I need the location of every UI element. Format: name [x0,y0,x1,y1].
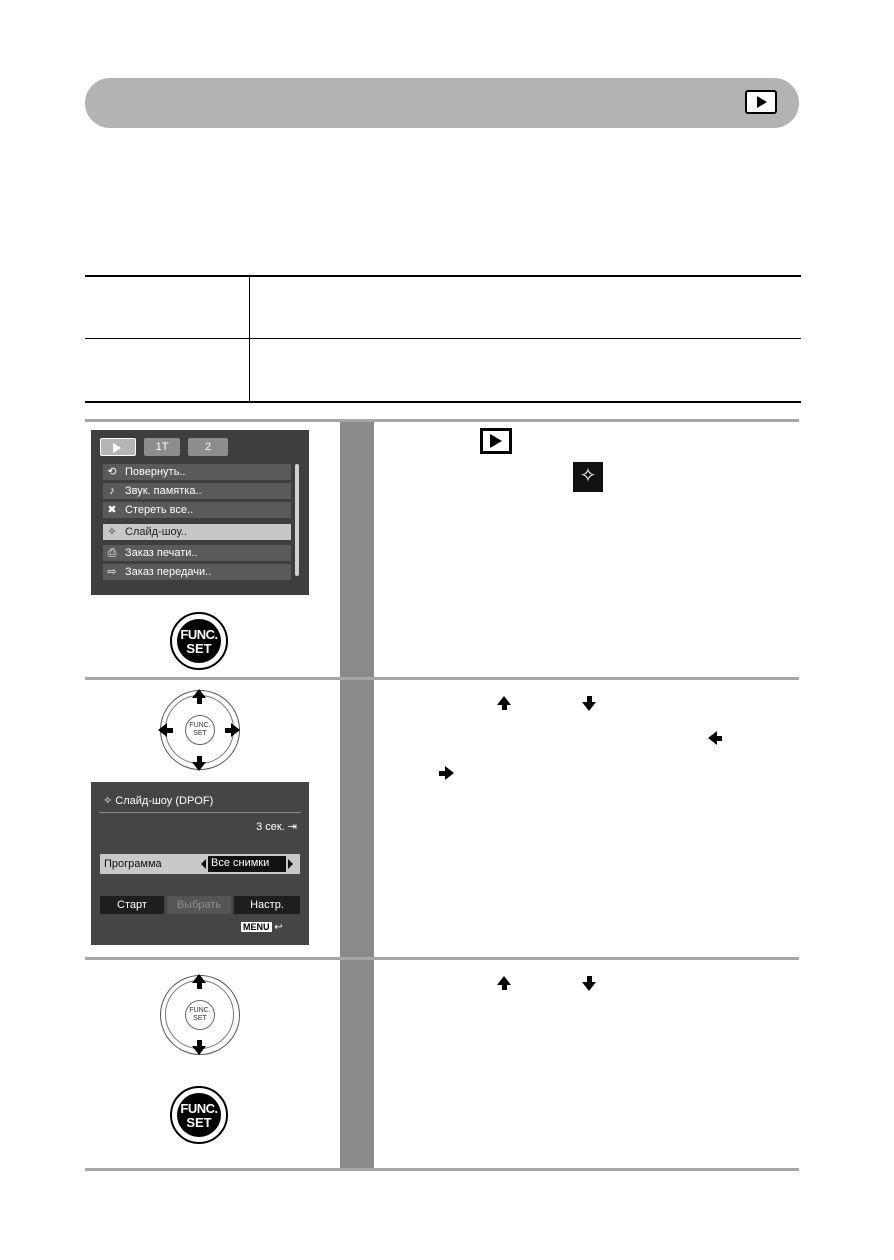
tab-settings: 1T [144,438,180,456]
start-button: Старт [100,896,164,914]
program-prev-icon [201,859,206,869]
down-arrow-icon [582,982,596,991]
playback-button-icon [480,428,512,454]
camera-menu-screen [91,430,309,595]
transfer-order-icon: ⇨ [107,566,117,578]
table-mid-rule [85,338,801,339]
menu-item-transfer-order: ⇨ Заказ передачи.. [103,564,291,580]
step-1-number-bar [340,422,374,677]
slideshow-icon: ✧ [103,795,116,807]
playback-mode-icon [745,90,777,114]
menu-item-print-order: ⎙ Заказ печати.. [103,545,291,561]
arrow-down-icon [192,762,206,771]
controller-center-button: FUNC. SET [185,715,215,745]
interval-value: 3 сек. ⇥ [256,821,297,833]
rotate-icon: ⟲ [107,466,117,478]
program-value: Все снимки [211,857,270,869]
menu-item-erase-all: ✖ Стереть все.. [103,502,291,518]
step-2-top-rule [85,677,799,680]
menu-back-hint [241,922,283,933]
tab-my-camera: 2 [188,438,228,456]
slideshow-icon: ✧ [107,526,117,538]
steps-bottom-rule [85,1168,799,1171]
menu-item-sound-memo: ♪ Звук. памятка.. [103,483,291,499]
section-header-bar [85,78,799,128]
arrow-down-icon [192,1046,206,1055]
menu-scrollbar [295,464,299,576]
program-label: Программа [104,858,162,870]
step-3-top-rule [85,957,799,960]
right-arrow-icon [445,766,454,780]
table-column-divider [249,277,250,401]
func-set-button-face: FUNC. SET [177,619,221,663]
step-2-number-bar [340,680,374,957]
arrow-right-icon [231,723,240,737]
table-bottom-rule [85,401,801,403]
slideshow-title: ✧ Слайд-шоу (DPOF) [103,795,214,807]
program-next-icon [288,859,293,869]
slideshow-settings-screen [91,782,309,945]
table-top-rule [85,275,801,277]
slideshow-icon: ✧ [573,462,603,492]
microphone-icon: ♪ [109,485,115,497]
print-order-icon: ⎙ [107,547,117,559]
func-set-button-face: FUNC. SET [177,1093,221,1137]
erase-icon: ✖ [107,504,117,516]
down-arrow-icon [582,702,596,711]
controller-center-button: FUNC. SET [185,1000,215,1030]
select-button: Выбрать [167,896,231,914]
tab-playback [100,438,136,456]
menu-badge: MENU [243,922,270,932]
step-3-number-bar [340,960,374,1168]
menu-item-slideshow: ✧ Слайд-шоу.. [103,524,291,540]
step-1-top-rule [85,419,799,422]
back-icon: ↩ [274,922,283,933]
play-icon [113,443,121,453]
func-set-button [170,612,228,670]
func-set-button [170,1086,228,1144]
settings-button: Настр. [234,896,300,914]
menu-item-rotate: ⟲ Повернуть.. [103,464,291,480]
